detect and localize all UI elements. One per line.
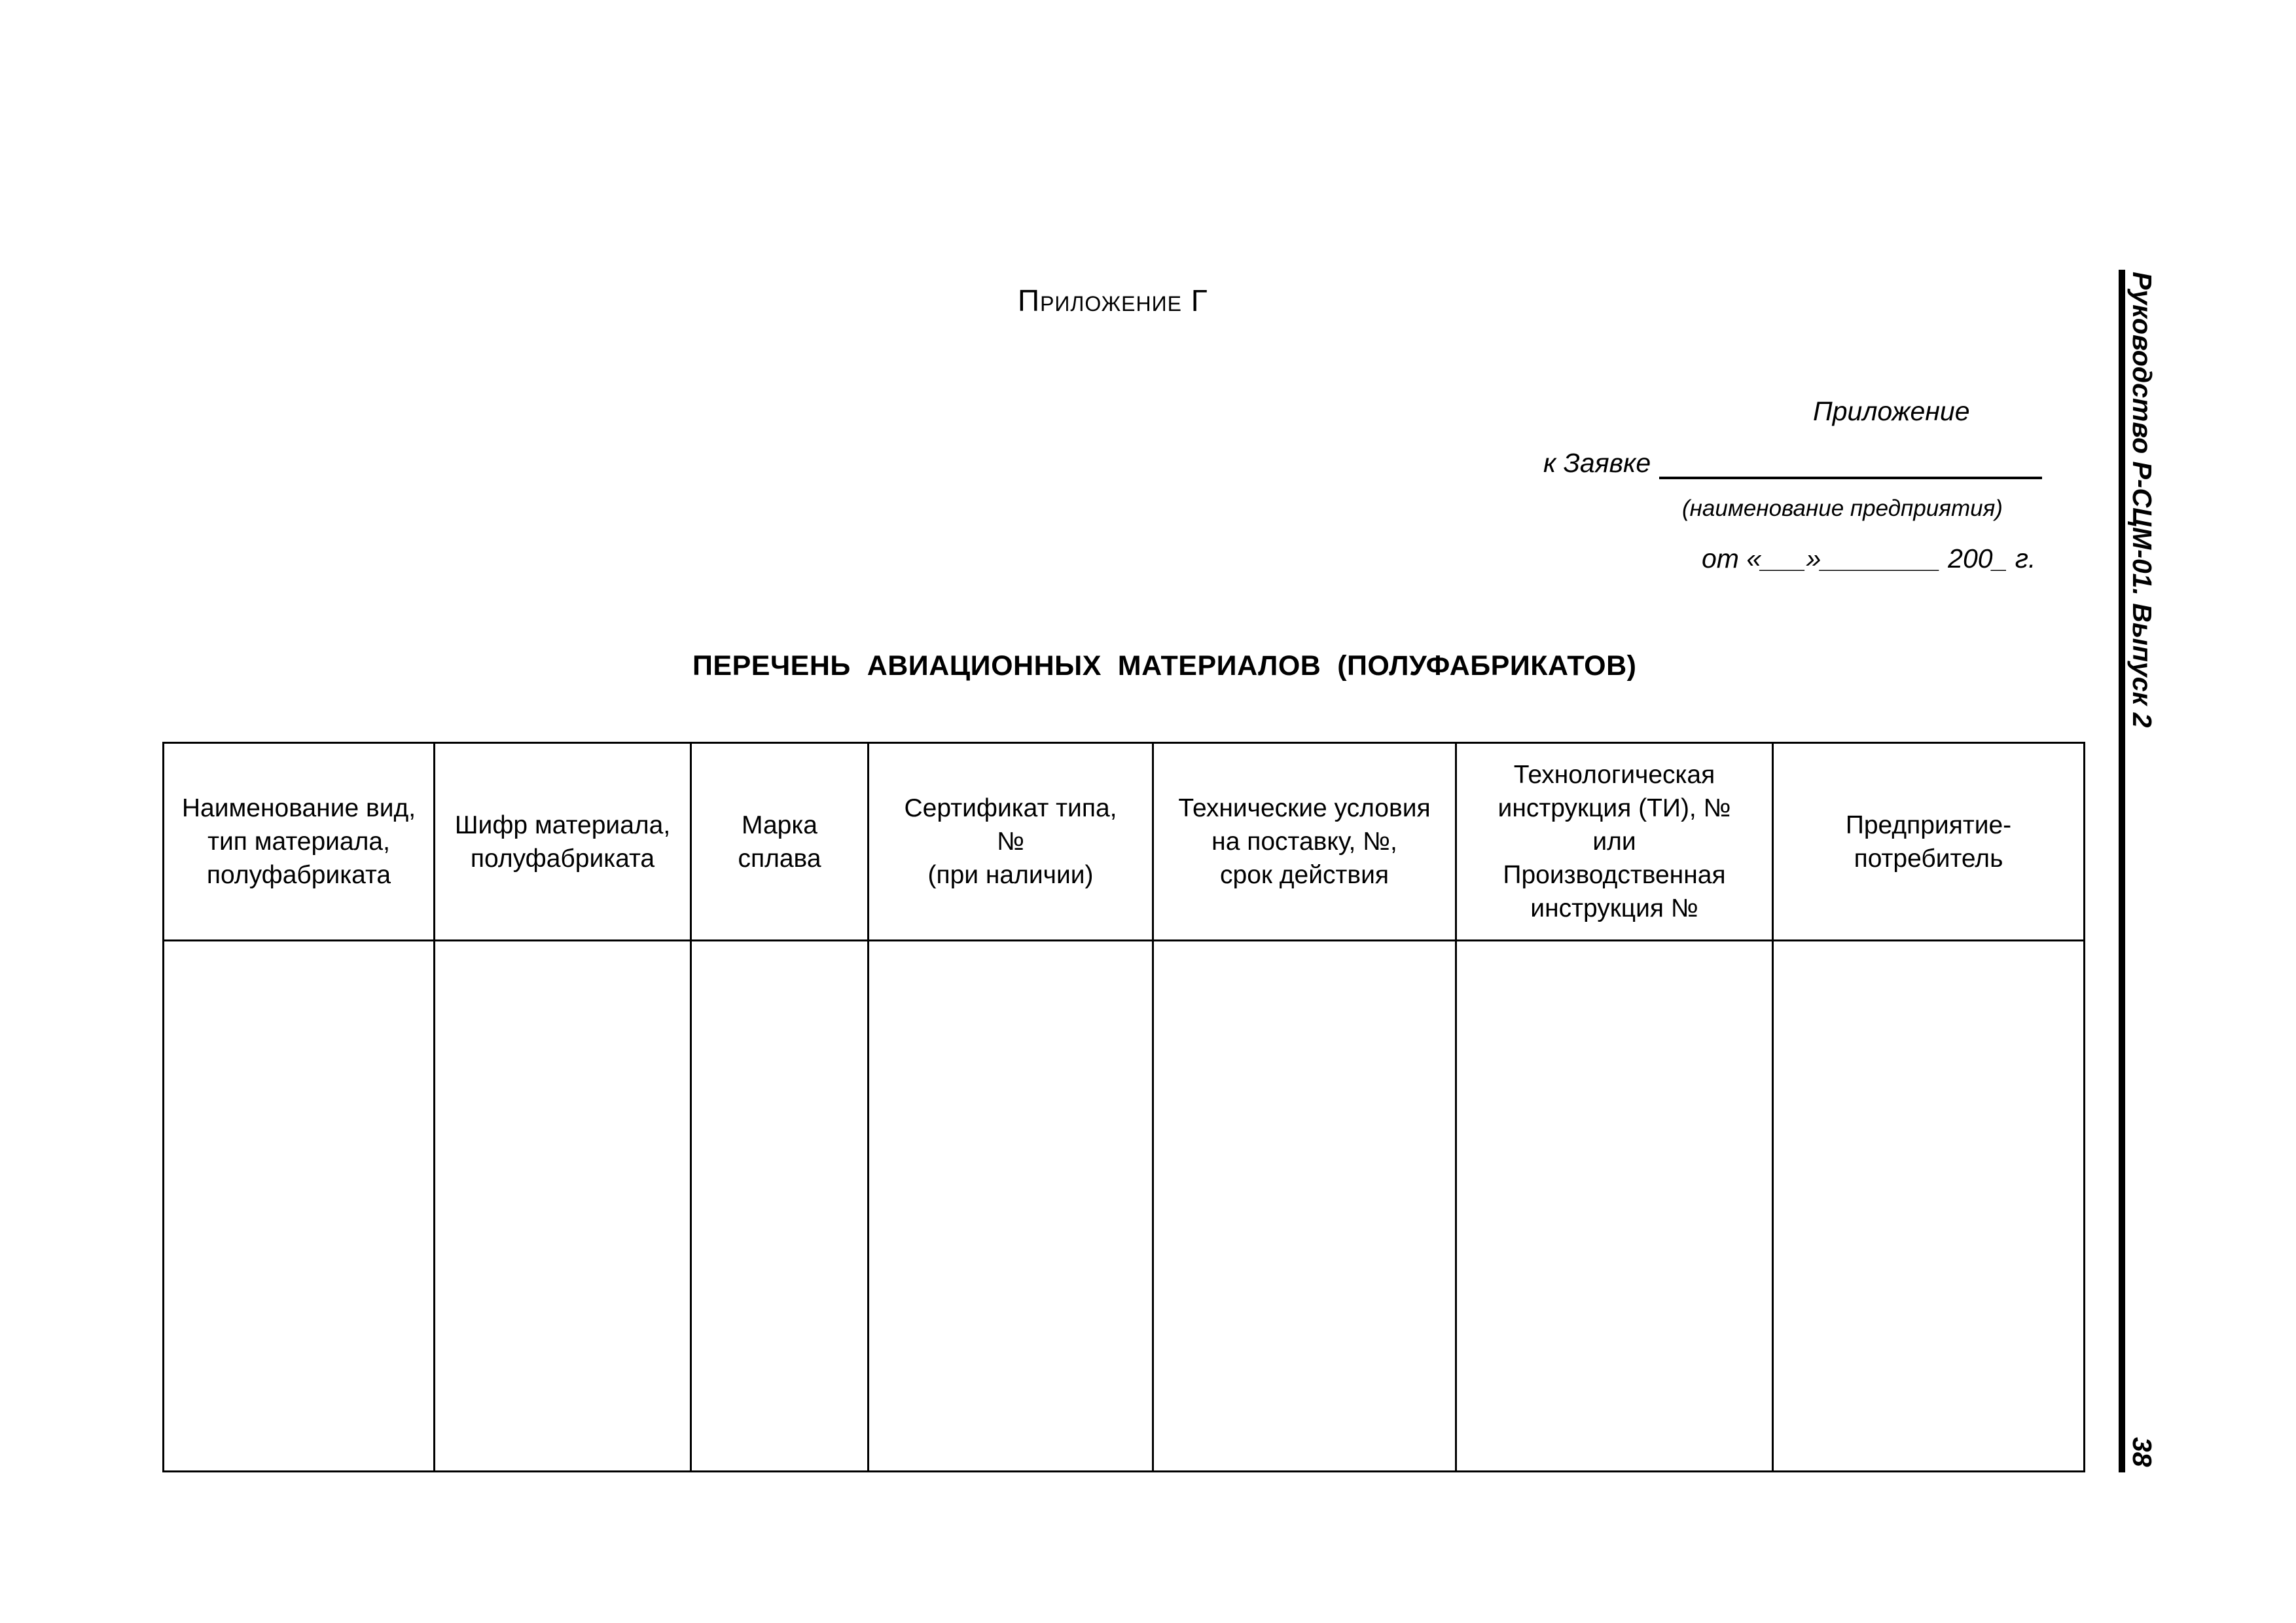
- column-header-material-name: Наименование вид, тип материала, полуфабриката: [164, 743, 435, 941]
- table-row: [164, 941, 2085, 1472]
- company-name-hint: (наименование предприятия): [1682, 496, 2003, 521]
- table-cell[interactable]: [435, 941, 691, 1472]
- table-cell[interactable]: [164, 941, 435, 1472]
- list-title: ПЕРЕЧЕНЬ АВИАЦИОННЫХ МАТЕРИАЛОВ (ПОЛУФАБРИКАТОВ): [692, 650, 1637, 682]
- side-rule: [2119, 270, 2125, 1472]
- column-header-type-certificate: Сертификат типа, № (при наличии): [869, 743, 1153, 941]
- column-header-material-code: Шифр материала, полуфабриката: [435, 743, 691, 941]
- table-cell[interactable]: [869, 941, 1153, 1472]
- table-cell[interactable]: [691, 941, 869, 1472]
- date-line: от «___»________ 200_ г.: [1702, 543, 2036, 574]
- column-header-process-instruction: Технологическая инструкция (ТИ), № или Производственная инструкция №: [1456, 743, 1773, 941]
- table-cell[interactable]: [1773, 941, 2085, 1472]
- appendix-heading: Приложение Г: [1018, 283, 1208, 318]
- series-title: Руководство Р-СЦМ-01. Выпуск 2: [2127, 272, 2157, 728]
- column-header-consumer-enterprise: Предприятие- потребитель: [1773, 743, 2085, 941]
- page-number: 38: [2127, 1437, 2157, 1467]
- table-cell[interactable]: [1153, 941, 1456, 1472]
- attachment-label: Приложение: [1813, 396, 1970, 426]
- request-blank-line: [1659, 477, 2042, 479]
- to-request-label: к Заявке: [1543, 448, 1651, 478]
- table-header-row: [164, 743, 2085, 941]
- column-header-technical-conditions: Технические условия на поставку, №, срок действия: [1153, 743, 1456, 941]
- materials-table: [162, 742, 2085, 1472]
- column-header-alloy-grade: Марка сплава: [691, 743, 869, 941]
- table-cell[interactable]: [1456, 941, 1773, 1472]
